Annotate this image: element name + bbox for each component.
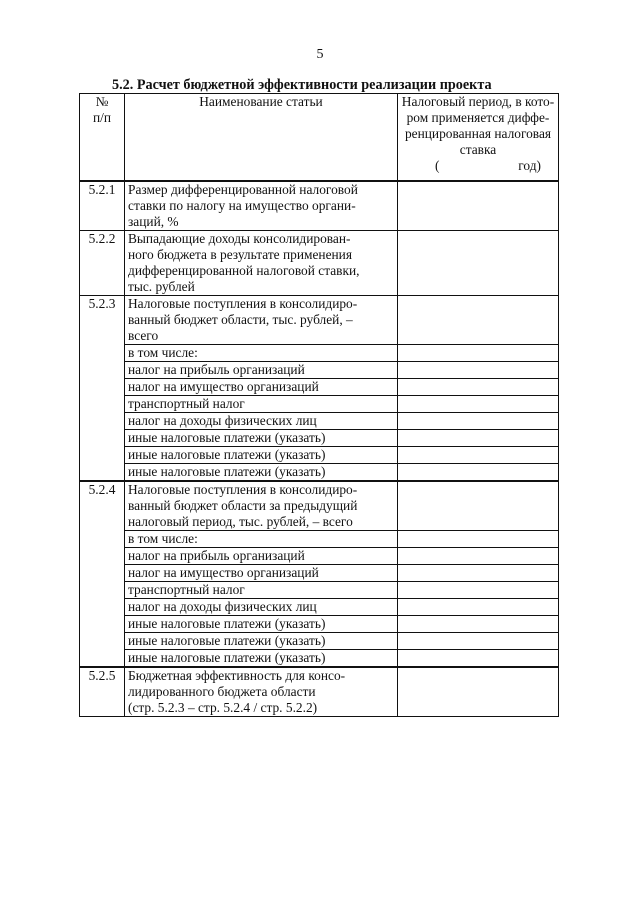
table-row [80, 667, 559, 717]
sub-row [80, 396, 559, 413]
header-period-line: ром применяется диффе- [406, 110, 550, 125]
page-number: 5 [316, 47, 324, 62]
table-header-row [80, 94, 559, 182]
sub-row-name: налог на доходы физических лиц [125, 599, 398, 616]
sub-row [80, 345, 559, 362]
row-value-cell[interactable] [398, 599, 559, 616]
row-name-line: Бюджетная эффективность для консо- [128, 668, 346, 683]
row-name-line: лидированного бюджета области [128, 684, 316, 699]
sub-row-name: налог на прибыль организаций [125, 548, 398, 565]
table-row [80, 296, 559, 345]
row-value-cell[interactable] [398, 362, 559, 379]
row-name-line: тыс. рублей [128, 279, 195, 294]
sub-row [80, 565, 559, 582]
row-value-cell[interactable] [398, 633, 559, 650]
row-name [125, 667, 398, 717]
sub-row-name: транспортный налог [125, 582, 398, 599]
header-number-line1: № [95, 94, 109, 109]
row-value-cell[interactable] [398, 430, 559, 447]
row-value-cell[interactable] [398, 379, 559, 396]
row-value-cell[interactable] [398, 565, 559, 582]
section-title: 5.2. Расчет бюджетной эффективности реализации проекта [112, 77, 492, 93]
sub-row-name: иные налоговые платежи (указать) [125, 447, 398, 464]
row-value-cell[interactable] [398, 616, 559, 633]
row-value-cell[interactable] [398, 464, 559, 482]
row-name-line: дифференцированной налоговой ставки, [128, 263, 360, 278]
row-value-cell[interactable] [398, 181, 559, 231]
row-name-line: Налоговые поступления в консолидиро- [128, 482, 358, 497]
row-value-cell[interactable] [398, 650, 559, 668]
budget-efficiency-table [79, 93, 559, 717]
sub-row [80, 464, 559, 482]
row-name-line: заций, % [128, 214, 179, 229]
row-name-line: всего [128, 328, 159, 343]
row-name-line: ного бюджета в результате применения [128, 247, 353, 262]
sub-row [80, 616, 559, 633]
row-name-line: Налоговые поступления в консолидиро- [128, 296, 358, 311]
header-item-name: Наименование статьи [125, 94, 398, 182]
row-value-cell[interactable] [398, 396, 559, 413]
row-value-cell[interactable] [398, 481, 559, 531]
row-value-cell[interactable] [398, 548, 559, 565]
table-row [80, 481, 559, 531]
sub-row-name: иные налоговые платежи (указать) [125, 616, 398, 633]
sub-row-name: в том числе: [125, 345, 398, 362]
row-value-cell[interactable] [398, 667, 559, 717]
row-number: 5.2.1 [80, 181, 125, 231]
sub-row [80, 413, 559, 430]
row-name [125, 296, 398, 345]
sub-row-name: транспортный налог [125, 396, 398, 413]
sub-row [80, 447, 559, 464]
row-name [125, 181, 398, 231]
sub-row-name: налог на прибыль организаций [125, 362, 398, 379]
sub-row-name: иные налоговые платежи (указать) [125, 430, 398, 447]
row-value-cell[interactable] [398, 231, 559, 296]
row-value-cell[interactable] [398, 345, 559, 362]
row-name-line: налоговый период, тыс. рублей, – всего [128, 514, 353, 529]
sub-row [80, 548, 559, 565]
row-value-cell[interactable] [398, 447, 559, 464]
sub-row-name: иные налоговые платежи (указать) [125, 633, 398, 650]
row-name-line: (стр. 5.2.3 – стр. 5.2.4 / стр. 5.2.2) [128, 700, 318, 715]
row-name [125, 231, 398, 296]
row-value-cell[interactable] [398, 413, 559, 430]
row-value-cell[interactable] [398, 296, 559, 345]
header-number-line2: п/п [92, 110, 112, 125]
header-number [80, 94, 125, 182]
sub-row-name: в том числе: [125, 531, 398, 548]
header-period-line: ставка [459, 142, 497, 157]
header-year-line [401, 158, 555, 174]
year-open: ( [435, 158, 440, 173]
sub-row-name: налог на доходы физических лиц [125, 413, 398, 430]
sub-row [80, 379, 559, 396]
sub-row-name: иные налоговые платежи (указать) [125, 464, 398, 482]
header-period-line: ренцированная налоговая [404, 126, 552, 141]
row-value-cell[interactable] [398, 531, 559, 548]
year-close: год) [518, 158, 541, 173]
row-number: 5.2.5 [80, 667, 125, 717]
header-tax-period [398, 94, 559, 182]
sub-row [80, 633, 559, 650]
sub-row [80, 362, 559, 379]
row-name-line: ставки по налогу на имущество органи- [128, 198, 356, 213]
row-number: 5.2.4 [80, 481, 125, 667]
sub-row-name: иные налоговые платежи (указать) [125, 650, 398, 668]
row-number: 5.2.3 [80, 296, 125, 482]
row-name-line: ванный бюджет области за предыдущий [128, 498, 358, 513]
table-row [80, 181, 559, 231]
table-row [80, 231, 559, 296]
sub-row [80, 430, 559, 447]
sub-row-name: налог на имущество организаций [125, 565, 398, 582]
row-name-line: ванный бюджет области, тыс. рублей, – [128, 312, 353, 327]
sub-row [80, 650, 559, 668]
row-name-line: Выпадающие доходы консолидирован- [128, 231, 351, 246]
row-name-line: Размер дифференцированной налоговой [128, 182, 358, 197]
sub-row [80, 531, 559, 548]
row-number: 5.2.2 [80, 231, 125, 296]
sub-row [80, 599, 559, 616]
row-name [125, 481, 398, 531]
sub-row [80, 582, 559, 599]
header-period-line: Налоговый период, в кото- [401, 94, 555, 109]
row-value-cell[interactable] [398, 582, 559, 599]
sub-row-name: налог на имущество организаций [125, 379, 398, 396]
